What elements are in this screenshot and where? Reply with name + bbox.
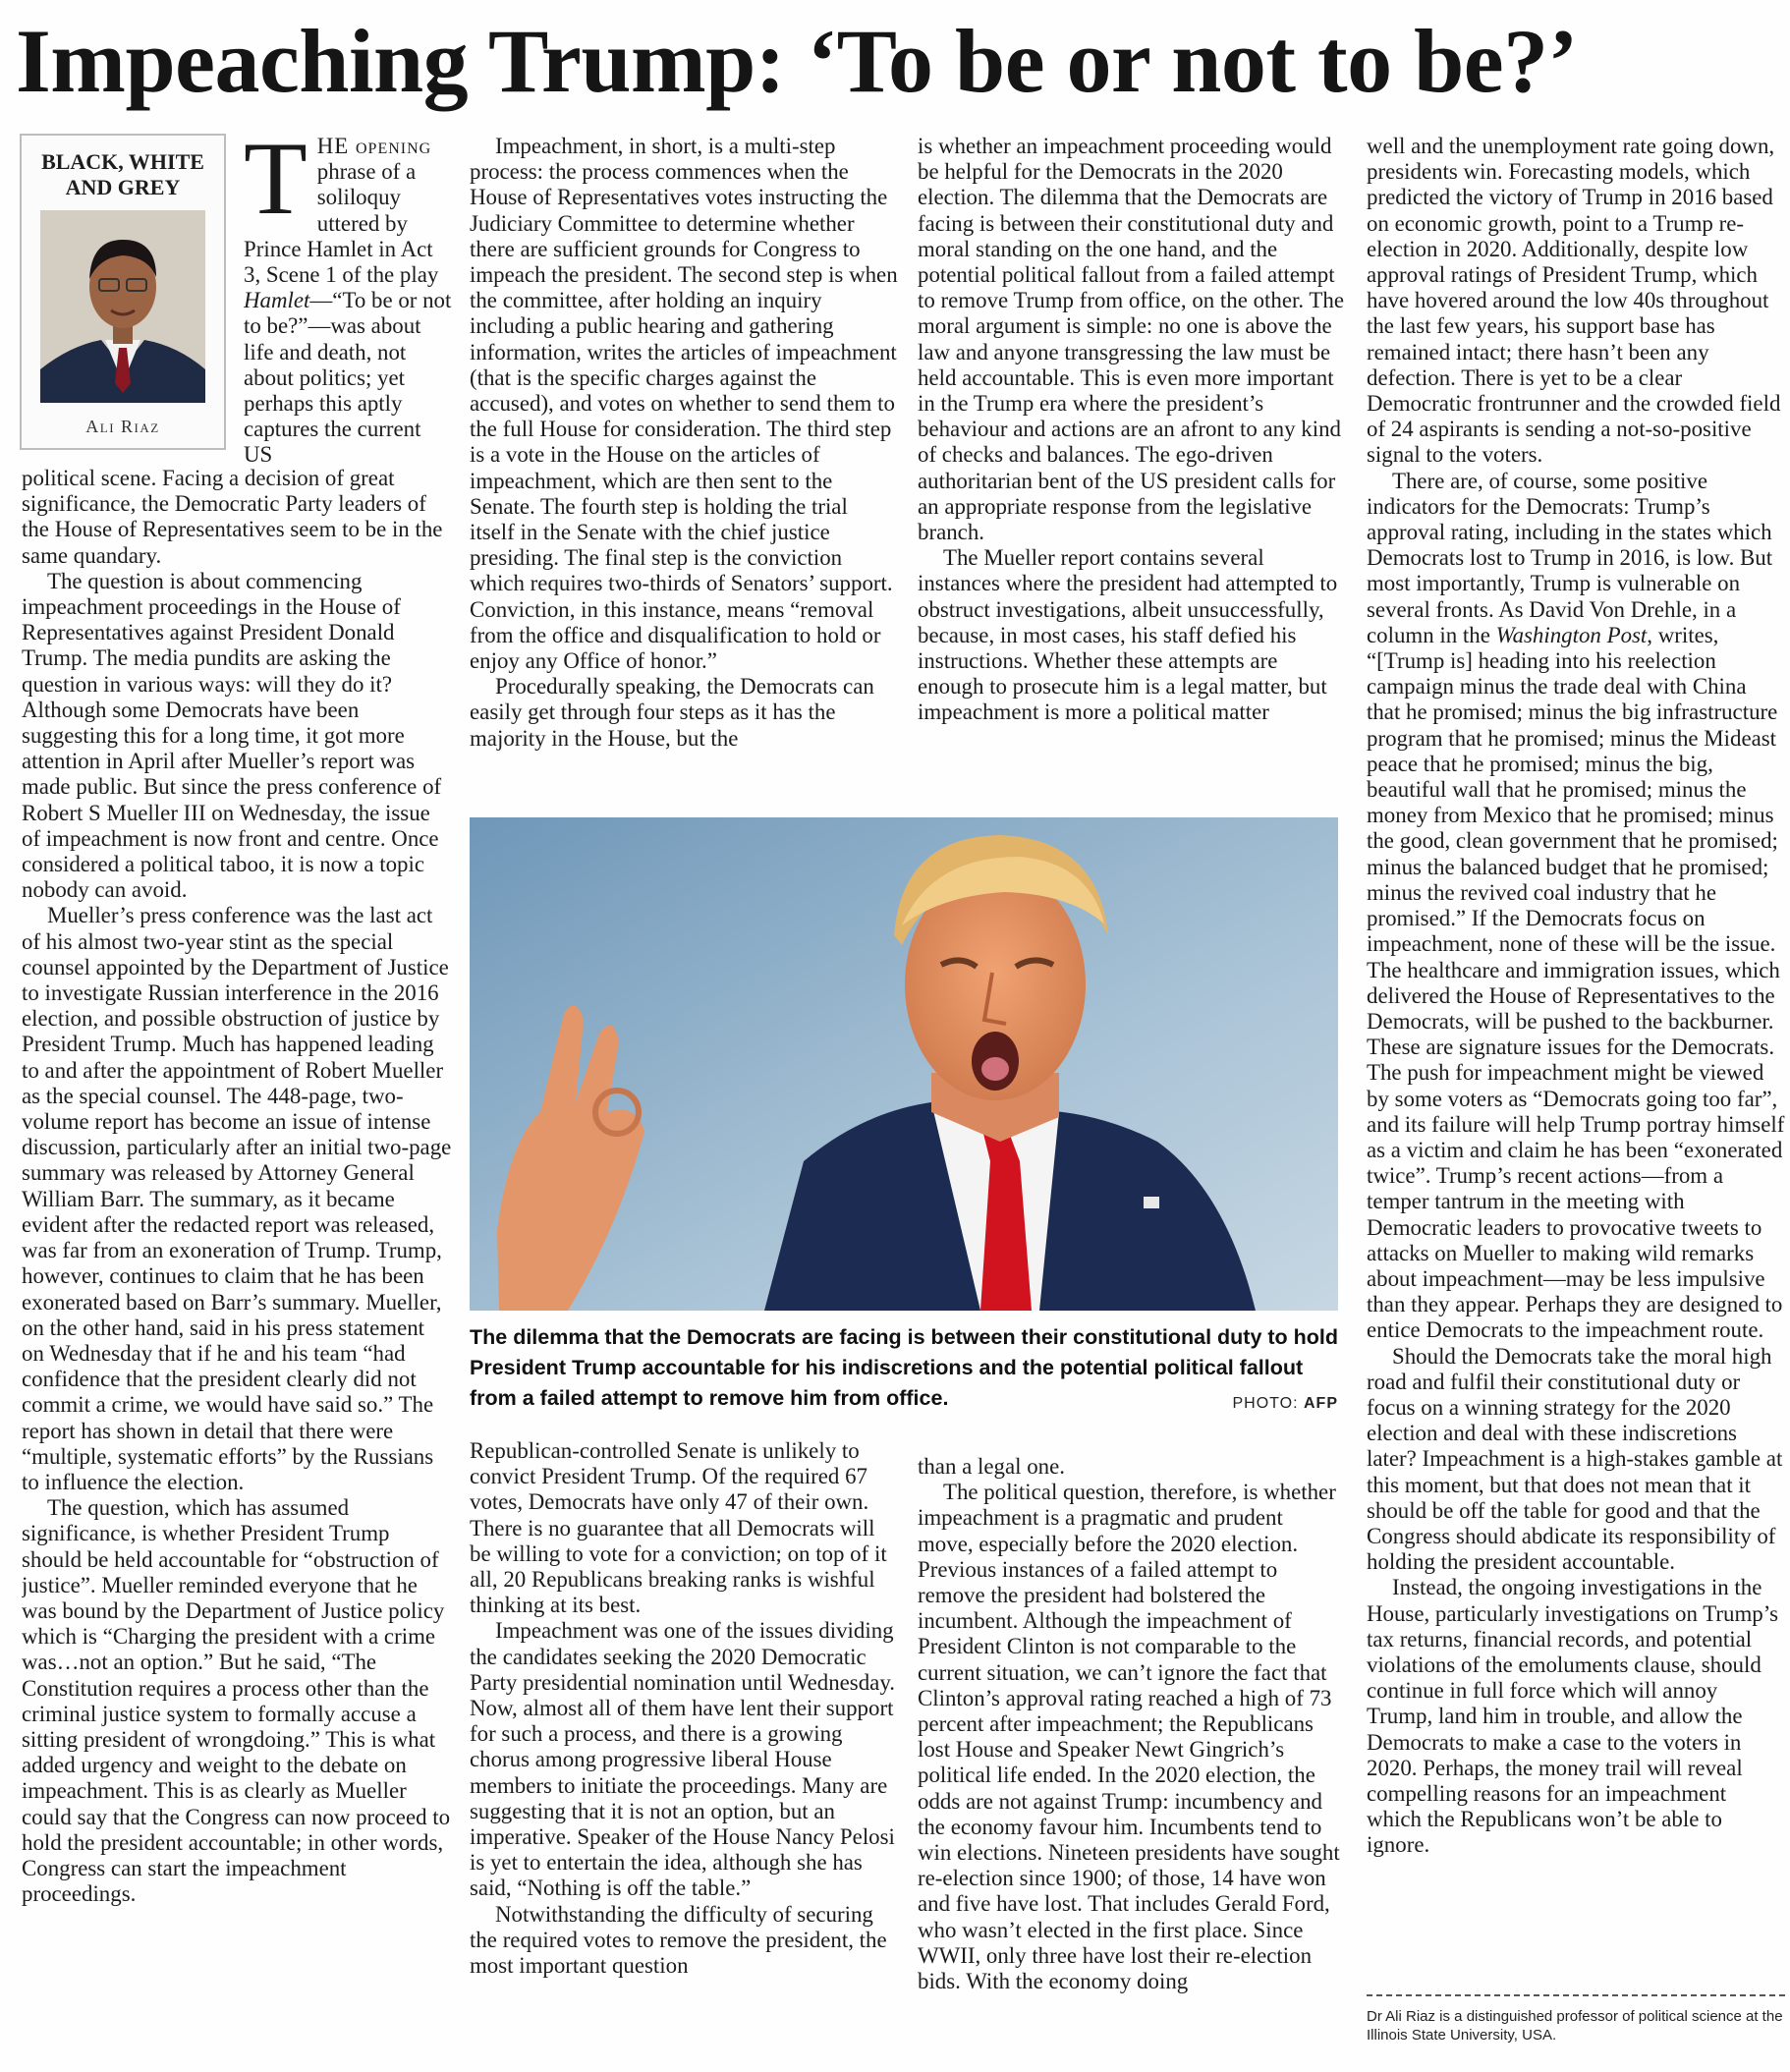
byline-box	[20, 134, 226, 450]
column-2-bottom	[470, 1438, 898, 2067]
paragraph: than a legal one.	[918, 1454, 1065, 1479]
paragraph: Impeachment was one of the issues dividing the candidates seeking the 2020 Democratic Party presidential nomination until Wednesday. Now, almost all of them have lent their support for such a process, and there is a growing chorus among progressive liberal House members to initiate the proceedings. Many are suggesting that it is not an option, but an imperative. Speaker of the House Nancy Pelosi is yet to entertain the idea, although she has said, “Nothing is off the table.”	[470, 1618, 895, 1901]
dashed-divider	[1367, 1994, 1785, 1996]
paragraph: Procedurally speaking, the Democrats can easily get through four steps as it has the majority in the House, but the	[470, 674, 874, 751]
paragraph: The political question, therefore, is whether impeachment is a pragmatic and prudent move, especially before the 2020 election. Previous instances of a failed attempt to remove the president had bolstered the incumbent. Although the impeachment of President Clinton is not comparable to the current situation, we can’t ignore the fact that Clinton’s approval rating reached a high of 73 percent after impeachment; the Republicans lost House and Speaker Newt Gingrich’s political life ended. In the 2020 election, the odds are not against Trump: incumbency and the economy favour him. Incumbents tend to win elections. Nineteen presidents have sought re-election since 1900; of those, 14 have won and five have lost. That includes Gerald Ford, who wasn’t elected in the first place. Since WWII, only three have lost their re-election bids. With the economy doing	[918, 1480, 1340, 1994]
paragraph: Republican-controlled Senate is unlikely to convict President Trump. Of the required 67 votes, Democrats have only 47 of their own. There is no guarantee that all Democrats will be willing to vote for a conviction; on top of it all, 20 Republicans breaking ranks is wishful thinking at its best.	[470, 1438, 887, 1618]
column-kicker: BLACK, WHITE AND GREY	[41, 149, 204, 199]
author-name: Ali Riaz	[85, 417, 160, 436]
trump-photo-icon	[470, 817, 1338, 1311]
paragraph: Should the Democrats take the moral high road and fulfil their constitutional duty or focus on a winning strategy for the 2020 election and deal with these indiscretions later? Impeachment is a high-stakes gamble at this moment, but that does not mean that it should be off the table for good and that the Congress should abdicate its responsibility of holding the president accountable.	[1367, 1343, 1783, 1575]
news-photo	[470, 817, 1338, 1311]
column-4	[1367, 134, 1785, 1985]
column-1-bottom	[22, 466, 452, 2059]
author-note: Dr Ali Riaz is a distinguished professor of political science at the Illinois State University, USA.	[1367, 2008, 1783, 2044]
column-3-bottom	[918, 1454, 1344, 2067]
paragraph: There are, of course, some positive indicators for the Democrats: Trump’s approval rating, including in the states which Democrats lost to Trump in 2016, is low. But most importantly, Trump is vulnerable on several fronts. As David Von Drehle, in a column in the Washington Post, writes, “[Trump is] heading into his reelection campaign minus the trade deal with China that he promised; minus the big infrastructure program that he promised; minus the Mideast peace that he promised; minus the big, beautiful wall that he promised; minus the money from Mexico that he promised; minus the good, clean government that he promised; minus the balanced budget that he promised; minus the revived coal industry that he promised.” If the Democrats focus on impeachment, none of these will be the issue. The healthcare and immigration issues, which delivered the House of Representatives to the Democrats, will be pushed to the backburner. These are signature issues for the Democrats. The push for impeachment might be viewed by some voters as “Democrats going too far”, and its failure will help Trump portray himself as a victim and claim he has been “exonerated twice”. Trump’s recent actions—from a temper tantrum in the meeting with Democratic leaders to provocative tweets to attacks on Mueller to making wild remarks about impeachment—may be less impulsive than they appear. Perhaps they are designed to entice Democrats to the impeachment route.	[1367, 468, 1785, 1343]
paragraph: well and the unemployment rate going down, presidents win. Forecasting models, which predicted the victory of Trump in 2016 based on economic growth, point to a Trump re-election in 2020. Additionally, despite low approval ratings of President Trump, which have hovered around the low 40s throughout the last few years, his support base has remained intact; there hasn’t been any defection. There is yet to be a clear Democratic frontrunner and the crowded field of 24 aspirants is sending a not-so-positive signal to the voters.	[1367, 134, 1781, 468]
author-photo-icon	[40, 210, 205, 403]
drop-cap: T	[244, 134, 308, 236]
paragraph: Impeachment, in short, is a multi-step process: the process commences when the House of Representatives votes instructing the Judiciary Committee to determine whether there are sufficient grounds for Congress to impeach the president. The second step is when the committee, after holding an inquiry including a public hearing and gathering information, writes the articles of impeachment (that is the specific charges against the accused), and votes on whether to send them to the full House for consideration. The third step is a vote in the House on the articles of impeachment, which are then sent to the Senate. The fourth step is holding the trial itself in the Senate with the chief justice presiding. The final step is the conviction which requires two-thirds of Senators’ support. Conviction, in this instance, means “removal from the office and disqualification to hold or enjoy any Office of honor.”	[470, 134, 898, 674]
author-portrait	[40, 210, 205, 403]
headline: Impeaching Trump: ‘To be or not to be?’	[16, 11, 1578, 111]
paragraph: The question, which has assumed significance, is whether President Trump should be held accountable for “obstruction of justice”. Mueller reminded everyone that he was bound by the Department of Justice policy which is “Charging the president with a crime was…not an option.” But he said, “The Constitution requires a process other than the criminal justice system to formally accuse a sitting president of wrongdoing.” This is what added urgency and weight to the debate on impeachment. This is as clearly as Mueller could say that the Congress can now proceed to hold the president accountable; in other words, Congress can start the impeachment proceedings.	[22, 1495, 451, 1907]
column-3-top	[918, 134, 1344, 804]
lead-paragraph: THE opening phrase of a soliloquy uttered by Prince Hamlet in Act 3, Scene 1 of the play Hamlet—“To be or not to be?”—was about life and death, not about politics; yet perhaps this aptly captures the current US	[244, 134, 452, 468]
paragraph: is whether an impeachment proceeding would be helpful for the Democrats in the 2020 election. The dilemma that the Democrats are facing is between their constitutional duty and moral standing on the one hand, and the potential political fallout from a failed attempt to remove Trump from office, on the other. The moral argument is simple: no one is above the law and anyone transgressing the law must be held accountable. This is even more important in the Trump era where the president’s behaviour and actions are an afront to any kind of checks and balances. The ego-driven authoritarian bent of the US president calls for an appropriate response from the legislative branch.	[918, 134, 1344, 545]
paragraph: Instead, the ongoing investigations in the House, particularly investigations on Trump’s tax returns, financial records, and potential violations of the emoluments clause, should continue in full force which will annoy Trump, land him in trouble, and allow the Democrats to make a case to the voters in 2020. Perhaps, the money trail will reveal compelling reasons for an impeachment which the Republicans won’t be able to ignore.	[1367, 1575, 1779, 1858]
photo-caption: The dilemma that the Democrats are facing is between their constitutional duty to hold President Trump accountable for his indiscretions and the potential political fallout from a failed attempt to remove him from office.	[470, 1325, 1339, 1410]
paragraph: The question is about commencing impeachment proceedings in the House of Representatives against President Donald Trump. The media pundits are asking the question in various ways: will they do it? Although some Democrats have been suggesting this for a long time, it got more attention in April after Mueller’s report was made public. But since the press conference of Robert S Mueller III on Wednesday, the issue of impeachment is now front and centre. Once considered a political taboo, it is now a topic nobody can avoid.	[22, 568, 442, 903]
paragraph: The Mueller report contains several instances where the president had attempted to obstruct investigations, albeit unsuccessfully, because, in most cases, his staff defied his instructions. Whether these attempts are enough to prosecute him is a legal matter, but impeachment is more a political matter	[918, 545, 1338, 725]
paragraph: Mueller’s press conference was the last act of his almost two-year stint as the special counsel appointed by the Department of Justice to investigate Russian interference in the 2016 election, and possible obstruction of justice by President Trump. Much has happened leading to and after the appointment of Robert Mueller as the special counsel. The 448-page, two-volume report has become an issue of intense discussion, particularly after an initial two-page summary was released by Attorney General William Barr. The summary, as it became evident after the redacted report was released, was far from an exoneration of Trump. Trump, however, continues to claim that he has been exonerated based on Barr’s summary. Mueller, on the other hand, said in his press statement on Wednesday that if he and his team “had confidence that the president clearly did not commit a crime, we would have said so.” The report has shown in detail that there were “multiple, systematic efforts” by the Russians to influence the election.	[22, 903, 452, 1494]
paragraph: political scene. Facing a decision of great significance, the Democratic Party leaders of the House of Representatives seem to be in the same quandary.	[22, 466, 443, 568]
column-2-top	[470, 134, 898, 804]
photo-credit: PHOTO: AFP	[1232, 1395, 1338, 1412]
column-1-top	[244, 134, 452, 468]
paragraph: Notwithstanding the difficulty of securing the required votes to remove the president, the most important question	[470, 1901, 887, 1979]
